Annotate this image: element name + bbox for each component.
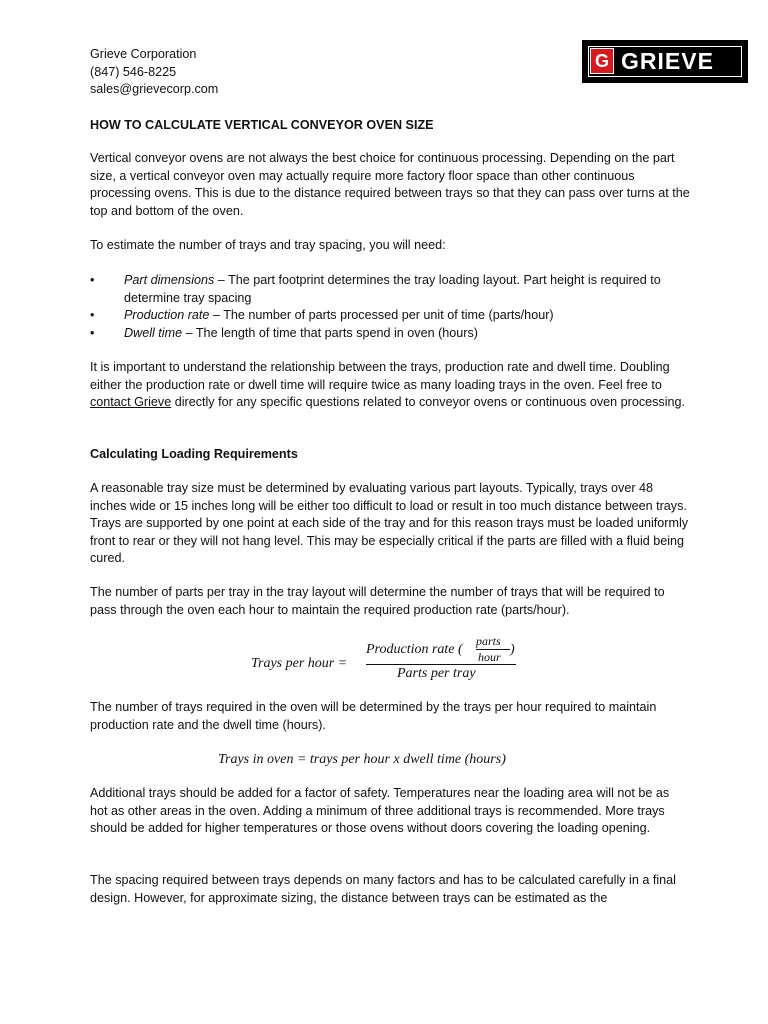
bullet-term: Part dimensions bbox=[124, 273, 215, 287]
trays-in-oven-formula: Trays in oven = trays per hour x dwell time (hours) bbox=[218, 752, 506, 767]
bullet-desc: – The length of time that parts spend in oven (hours) bbox=[182, 325, 478, 340]
list-item bbox=[90, 325, 690, 343]
formula-numerator-hour: hour bbox=[478, 650, 501, 664]
formula-numerator: Production rate ( bbox=[366, 642, 463, 657]
company-name: Grieve Corporation bbox=[90, 47, 197, 61]
tray-size-paragraph: A reasonable tray size must be determined by evaluating various part layouts. Typically, trays over 48 inches wide or 15 inches long will be either too difficult to load or result in too much distance between trays. Trays are supported by one point at each side of the tray and for this reason trays must be loaded uniformly front to rear or they will not hang level. This may be especially critical if the parts are filled with a fluid being cured. bbox=[90, 481, 689, 565]
section-heading: Calculating Loading Requirements bbox=[90, 447, 298, 461]
relationship-text-after: directly for any specific questions related to conveyor ovens or continuous oven processing. bbox=[171, 395, 686, 409]
relationship-text-before: It is important to understand the relationship between the trays, production rate and dwell time. Doubling either the production rate or dwell time will require twice as many loading trays in the oven. Feel free to bbox=[90, 360, 670, 392]
document-title: HOW TO CALCULATE VERTICAL CONVEYOR OVEN SIZE bbox=[90, 118, 434, 132]
formula-lhs: Trays per hour = bbox=[251, 656, 348, 671]
relationship-paragraph bbox=[90, 359, 690, 412]
parts-per-tray-paragraph: The number of parts per tray in the tray layout will determine the number of trays that will be required to pass through the oven each hour to maintain the required production rate (parts/hour). bbox=[90, 585, 665, 617]
bullet-desc: – The number of parts processed per unit of time (parts/hour) bbox=[209, 308, 554, 322]
spacing-paragraph: The spacing required between trays depends on many factors and has to be calculated carefully in a final design. However, for approximate sizing, the distance between trays can be estimated as the bbox=[90, 873, 676, 905]
grieve-logo bbox=[582, 40, 748, 83]
trays-in-oven-paragraph: The number of trays required in the oven will be determined by the trays per hour required to maintain production rate and the dwell time (hours). bbox=[90, 700, 657, 732]
formula-denominator: Parts per tray bbox=[397, 666, 476, 681]
logo-wordmark: GRIEVE bbox=[621, 48, 714, 74]
logo-g-mark-icon bbox=[590, 48, 614, 74]
company-email: sales@grievecorp.com bbox=[90, 82, 219, 96]
logo-mark-letter: G bbox=[594, 51, 609, 71]
estimate-lead-paragraph: To estimate the number of trays and tray spacing, you will need: bbox=[90, 238, 446, 252]
bullet-term: Dwell time bbox=[124, 325, 183, 340]
safety-paragraph: Additional trays should be added for a factor of safety. Temperatures near the loading area will not be as hot as other areas in the oven. Adding a minimum of three additional trays is recommended. More trays should be added for higher temperatures or those ovens without doors covering the loading opening. bbox=[90, 786, 670, 835]
bullet-term: Production rate bbox=[124, 308, 210, 322]
formula-numerator-parts: parts bbox=[476, 634, 501, 648]
contact-grieve-link[interactable]: contact Grieve bbox=[90, 395, 172, 409]
bullet-desc: – The part footprint determines the tray loading layout. Part height is required to determine tray spacing bbox=[124, 273, 661, 305]
list-item bbox=[90, 272, 690, 307]
requirements-list bbox=[90, 272, 690, 342]
list-item bbox=[90, 307, 690, 325]
formula-numerator-close: ) bbox=[510, 642, 515, 657]
company-phone: (847) 546-8225 bbox=[90, 64, 177, 79]
intro-paragraph: Vertical conveyor ovens are not always the best choice for continuous processing. Depending on the part size, a vertical conveyor oven may actually require more factory floor space than other continuous processing ovens. This is due to the distance required between trays so that they can pass over turns at the top and bottom of the oven. bbox=[90, 151, 690, 218]
